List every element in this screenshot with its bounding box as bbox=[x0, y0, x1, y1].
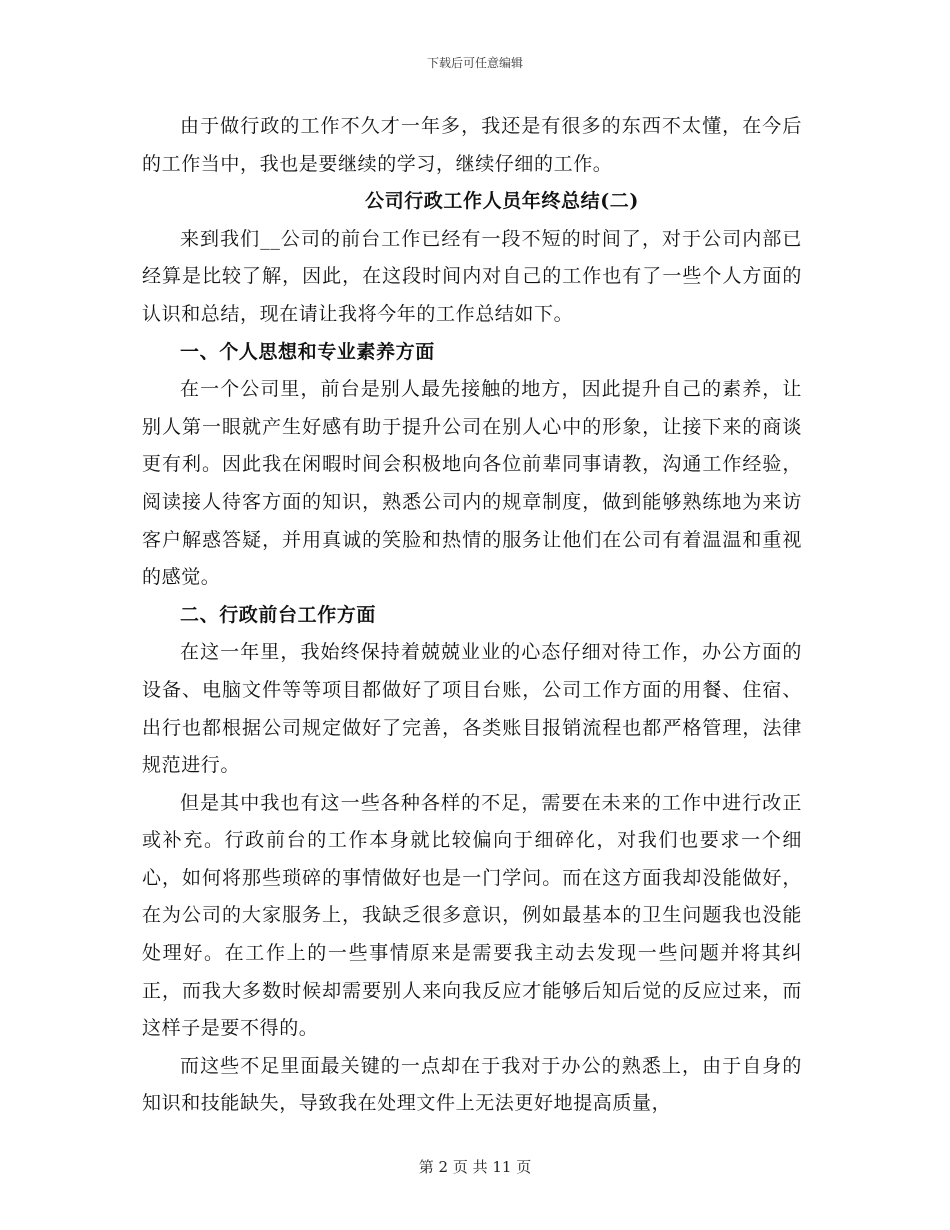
paragraph-shortcomings: 但是其中我也有这一些各种各样的不足，需要在未来的工作中进行改正或补充。行政前台的工作本身就比较偏向于细碎化，对我们也要求一个细心，如何将那些琐碎的事情做好也是一门学问。而在这方面我却没能做好，在为公司的大家服务上，我缺乏很多意识，例如最基本的卫生问题我也没能处理好。在工作上的一些事情原来是需要我主动去发现一些问题并将其纠正，而我大多数时候却需要别人来向我反应才能够后知后觉的反应过来，而这样子是要不得的。 bbox=[142, 791, 802, 1040]
page-header: 下载后可任意编辑 bbox=[426, 56, 523, 70]
heading-personal-quality: 一、个人思想和专业素养方面 bbox=[180, 340, 435, 363]
paragraph-continuation: 由于做行政的工作不久才一年多，我还是有很多的东西不太懂，在今后的工作当中，我也是要继续的学习，继续仔细的工作。 bbox=[142, 115, 802, 175]
paragraph-intro: 来到我们__公司的前台工作已经有一段不短的时间了，对于公司内部已经算是比较了解，因此，在这段时间内对自己的工作也有了一些个人方面的认识和总结，现在请让我将今年的工作总结如下。 bbox=[142, 227, 802, 325]
section-title: 公司行政工作人员年终总结(二) bbox=[365, 190, 639, 213]
document-body bbox=[142, 108, 802, 1123]
heading-front-desk-work: 二、行政前台工作方面 bbox=[180, 603, 377, 626]
paragraph-front-desk-work: 在这一年里，我始终保持着兢兢业业的心态仔细对待工作，办公方面的设备、电脑文件等等项目都做好了项目台账，公司工作方面的用餐、住宿、出行也都根据公司规定做好了完善，各类账目报销流程也都严格管理，法律规范进行。 bbox=[142, 641, 802, 777]
paragraph-personal-quality: 在一个公司里，前台是别人最先接触的地方，因此提升自己的素养，让别人第一眼就产生好感有助于提升公司在别人心中的形象，让接下来的商谈更有利。因此我在闲暇时间会积极地向各位前辈同事请教，沟通工作经验，阅读接人待客方面的知识，熟悉公司内的规章制度，做到能够熟练地为来访客户解惑答疑，并用真诚的笑脸和热情的服务让他们在公司有着温温和重视的感觉。 bbox=[142, 378, 802, 589]
page-number: 第 2 页 共 11 页 bbox=[418, 1158, 532, 1176]
paragraph-key-issue: 而这些不足里面最关键的一点却在于我对于办公的熟悉上，由于自身的知识和技能缺失，导致我在处理文件上无法更好地提高质量， bbox=[142, 1054, 802, 1115]
